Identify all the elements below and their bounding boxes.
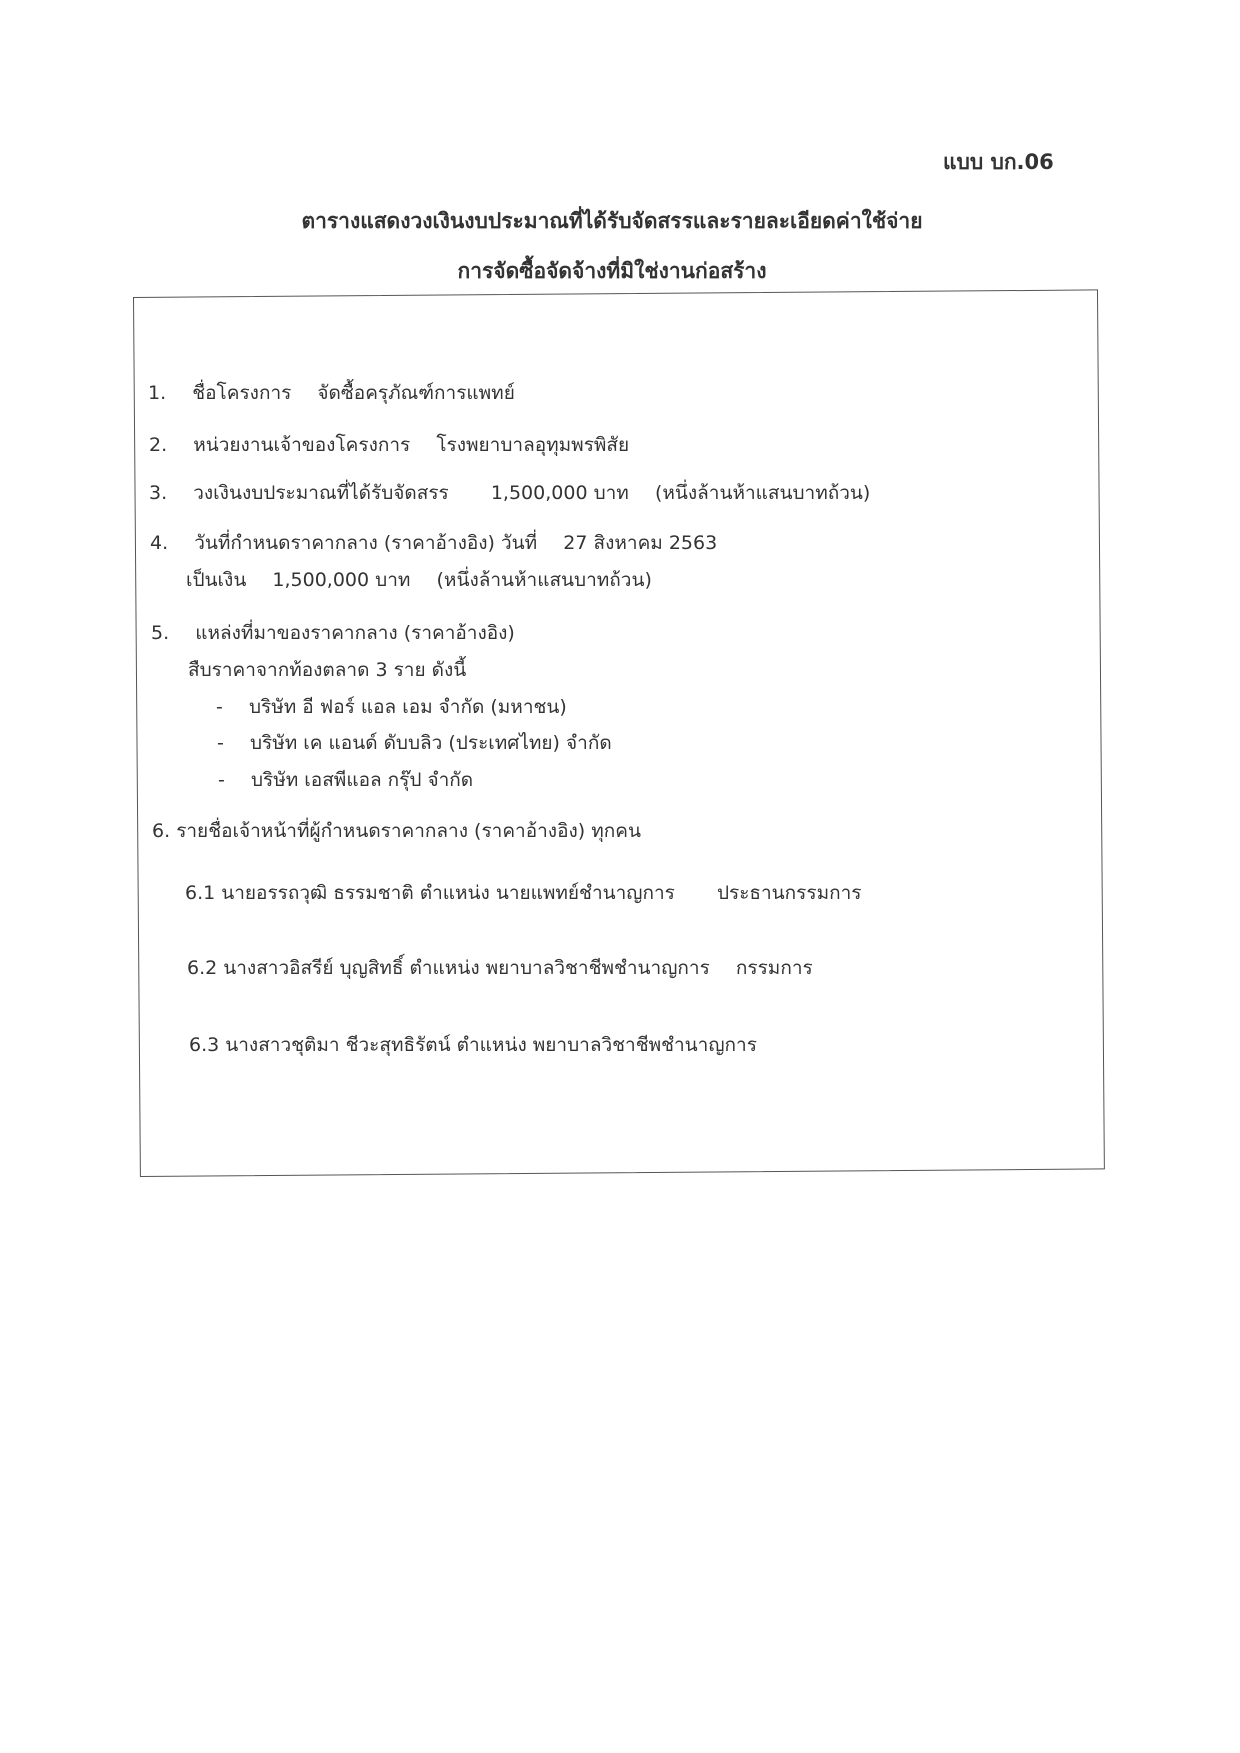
committee-member xyxy=(185,878,861,908)
document-title-line-2: การจัดซื้อจัดจ้างที่มิใช่งานก่อสร้าง xyxy=(457,259,767,283)
amount-label: เป็นเงิน xyxy=(186,569,247,591)
member-position: พยาบาลวิชาชีพชำนาญการ xyxy=(485,957,710,979)
member-number: 6.3 xyxy=(189,1034,220,1056)
item-label: แหล่งที่มาของราคากลาง (ราคาอ้างอิง) xyxy=(195,622,515,644)
member-position: นายแพทย์ชำนาญการ xyxy=(495,882,675,904)
company-name: บริษัท เค แอนด์ ดับบลิว (ประเทศไทย) จำกัด xyxy=(249,732,612,754)
member-number: 6.2 xyxy=(187,957,218,979)
item-number: 6. xyxy=(152,820,171,842)
company-name: บริษัท เอสพีแอล กรุ๊ป จำกัด xyxy=(250,769,474,791)
item-number: 2. xyxy=(149,434,168,456)
item-number: 4. xyxy=(150,532,169,554)
form-code: แบบ บก.06 xyxy=(943,150,1054,174)
item-price-source xyxy=(151,618,515,648)
price-source-intro: สืบราคาจากท้องตลาด 3 ราย ดังนี้ xyxy=(188,659,467,681)
budget-unit: บาท xyxy=(593,482,629,504)
document-title-line-1: ตารางแสดงวงเงินงบประมาณที่ได้รับจัดสรรและรายละเอียดค่าใช้จ่าย xyxy=(301,209,923,233)
reference-amount: 1,500,000 xyxy=(272,569,370,591)
committee-member xyxy=(187,953,813,983)
company-list-item xyxy=(216,692,567,722)
budget-amount-text: (หนึ่งล้านห้าแสนบาทถ้วน) xyxy=(654,482,871,504)
item-number: 1. xyxy=(148,382,167,404)
item-label: วันที่กำหนดราคากลาง (ราคาอ้างอิง) xyxy=(194,532,495,554)
member-name: นางสาวชุติมา ชีวะสุทธิรัตน์ xyxy=(225,1034,451,1056)
date-label: วันที่ xyxy=(501,532,538,554)
item-project-owner xyxy=(149,430,629,460)
member-role: ประธานกรรมการ xyxy=(716,882,862,904)
committee-member xyxy=(189,1030,757,1060)
bullet: - xyxy=(216,696,223,718)
company-name: บริษัท อี ฟอร์ แอล เอม จำกัด (มหาชน) xyxy=(248,696,567,718)
reference-price-amount-line xyxy=(186,565,652,595)
bullet: - xyxy=(218,769,225,791)
budget-amount: 1,500,000 xyxy=(490,482,588,504)
item-label: รายชื่อเจ้าหน้าที่ผู้กำหนดราคากลาง (ราคาอ้างอิง) ทุกคน xyxy=(176,820,641,842)
item-number: 3. xyxy=(149,482,168,504)
item-label: ชื่อโครงการ xyxy=(192,382,292,404)
item-budget xyxy=(149,478,870,508)
item-committee xyxy=(152,816,641,846)
reference-unit: บาท xyxy=(375,569,411,591)
date-value: 27 สิงหาคม 2563 xyxy=(563,532,718,554)
item-number: 5. xyxy=(151,622,170,644)
member-position-label: ตำแหน่ง xyxy=(409,957,480,979)
item-value: จัดซื้อครุภัณฑ์การแพทย์ xyxy=(317,382,515,404)
company-list-item xyxy=(218,765,473,795)
member-name: นางสาวอิสรีย์ บุญสิทธิ์ xyxy=(223,957,404,979)
member-name: นายอรรถวุฒิ ธรรมชาติ xyxy=(221,882,414,904)
item-reference-price xyxy=(150,528,717,558)
member-role: กรรมการ xyxy=(735,957,813,979)
reference-amount-text: (หนึ่งล้านห้าแสนบาทถ้วน) xyxy=(436,569,652,591)
item-label: หน่วยงานเจ้าของโครงการ xyxy=(193,434,411,456)
member-position-label: ตำแหน่ง xyxy=(456,1034,527,1056)
member-position-label: ตำแหน่ง xyxy=(419,882,490,904)
member-number: 6.1 xyxy=(185,882,216,904)
company-list-item xyxy=(217,728,612,758)
item-label: วงเงินงบประมาณที่ได้รับจัดสรร xyxy=(193,482,449,504)
bullet: - xyxy=(217,732,224,754)
item-value: โรงพยาบาลอุทุมพรพิสัย xyxy=(436,434,630,456)
item-project-name xyxy=(148,378,515,408)
member-position: พยาบาลวิชาชีพชำนาญการ xyxy=(532,1034,757,1056)
